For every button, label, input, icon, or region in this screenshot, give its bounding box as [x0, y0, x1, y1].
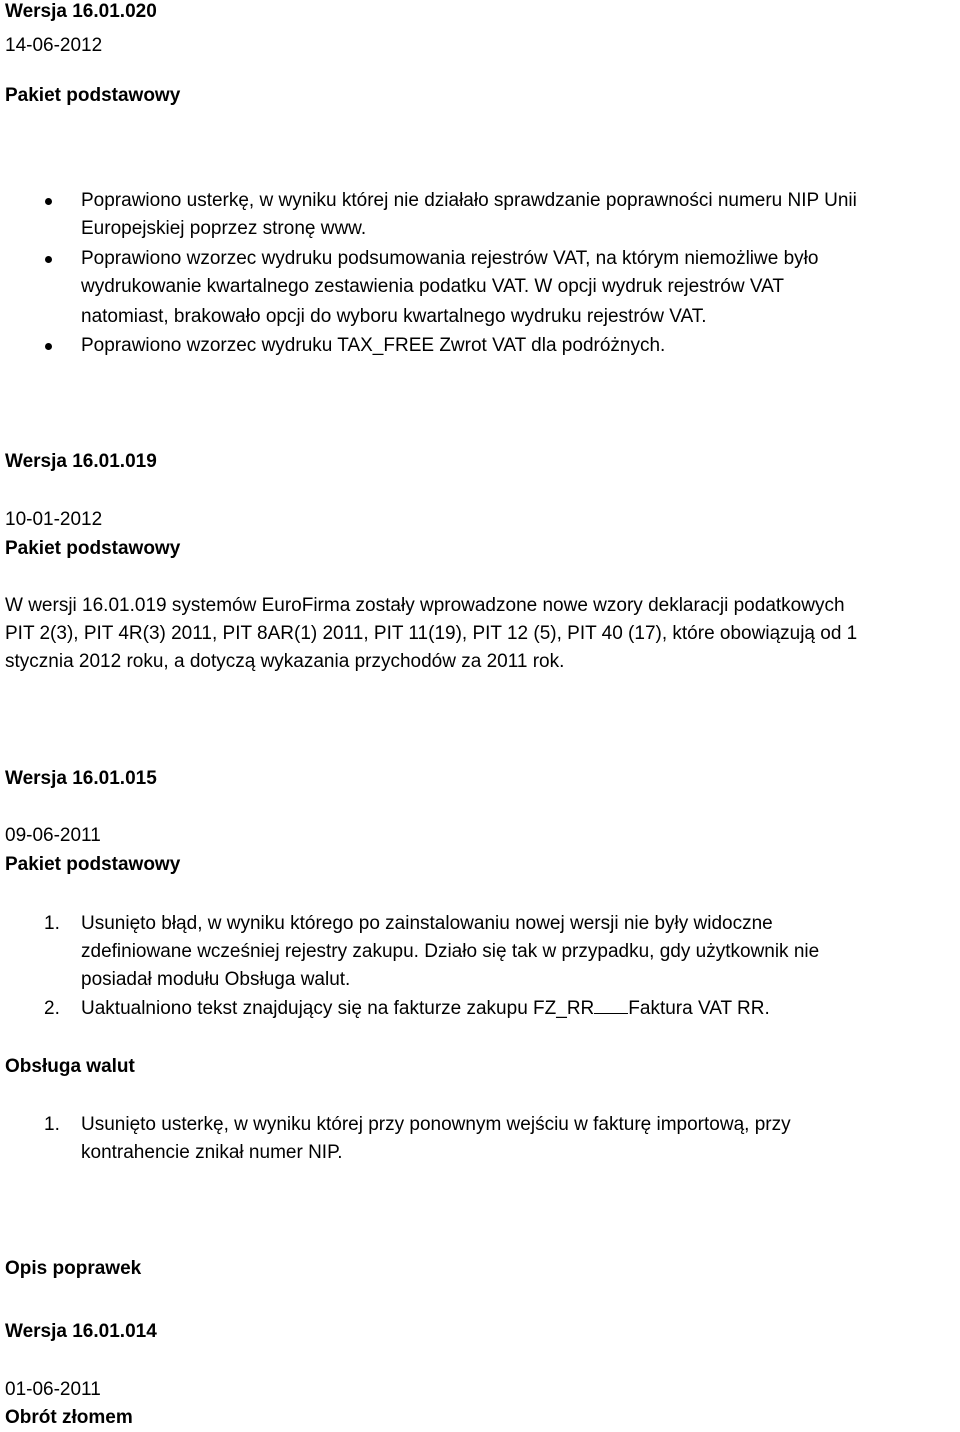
list-number: 1.: [44, 1114, 60, 1135]
list-item-text: Europejskiej poprzez stronę www.: [81, 218, 367, 239]
package-heading: Pakiet podstawowy: [5, 854, 181, 875]
version-heading: Wersja 16.01.020: [5, 1, 157, 22]
version-date: 10-01-2012: [5, 509, 103, 530]
package-heading: Pakiet podstawowy: [5, 85, 181, 106]
list-item-text-part: Uaktualniono tekst znajdujący się na fakturze zakupu FZ_RR: [81, 998, 595, 1019]
underline-blank: [594, 995, 628, 1014]
bullet-icon: [45, 256, 52, 263]
version-date: 14-06-2012: [5, 35, 103, 56]
package-heading: Obrót złomem: [5, 1407, 133, 1428]
package-heading: Pakiet podstawowy: [5, 538, 181, 559]
list-item-text: Poprawiono usterkę, w wyniku której nie działało sprawdzanie poprawności numeru NIP Unii: [81, 190, 857, 211]
list-item-text: kontrahencie znikał numer NIP.: [81, 1142, 343, 1163]
list-item-text: [81, 995, 770, 1023]
bullet-icon: [45, 343, 52, 350]
list-item-text: posiadał modułu Obsługa walut.: [81, 969, 351, 990]
list-item-text: Poprawiono wzorzec wydruku TAX_FREE Zwrot VAT dla podróżnych.: [81, 335, 666, 356]
version-date: 09-06-2011: [5, 825, 101, 846]
bullet-icon: [45, 198, 52, 205]
section-heading: Obsługa walut: [5, 1056, 135, 1077]
version-heading: Wersja 16.01.014: [5, 1321, 157, 1342]
version-heading: Wersja 16.01.019: [5, 451, 157, 472]
list-item-text: zdefiniowane wcześniej rejestry zakupu. Działo się tak w przypadku, gdy użytkownik nie: [81, 941, 820, 962]
paragraph-text: PIT 2(3), PIT 4R(3) 2011, PIT 8AR(1) 2011, PIT 11(19), PIT 12 (5), PIT 40 (17), które obowiązują od 1: [5, 623, 858, 644]
paragraph-text: W wersji 16.01.019 systemów EuroFirma zostały wprowadzone nowe wzory deklaracji podatkowych: [5, 595, 845, 616]
list-item-text: Poprawiono wzorzec wydruku podsumowania rejestrów VAT, na którym niemożliwe było: [81, 248, 819, 269]
list-number: 2.: [44, 998, 60, 1019]
list-item-text: natomiast, brakowało opcji do wyboru kwartalnego wydruku rejestrów VAT.: [81, 306, 707, 327]
list-item-text: wydrukowanie kwartalnego zestawienia podatku VAT. W opcji wydruk rejestrów VAT: [81, 276, 784, 297]
section-heading: Opis poprawek: [5, 1258, 142, 1279]
list-item-text: Usunięto usterkę, w wyniku której przy ponownym wejściu w fakturę importową, przy: [81, 1114, 791, 1135]
version-heading: Wersja 16.01.015: [5, 768, 157, 789]
list-number: 1.: [44, 913, 60, 934]
list-item-text: Usunięto błąd, w wyniku którego po zainstalowaniu nowej wersji nie były widoczne: [81, 913, 773, 934]
version-date: 01-06-2011: [5, 1379, 101, 1400]
list-item-text-part: Faktura VAT RR.: [628, 998, 770, 1019]
paragraph-text: stycznia 2012 roku, a dotyczą wykazania przychodów za 2011 rok.: [5, 651, 565, 672]
